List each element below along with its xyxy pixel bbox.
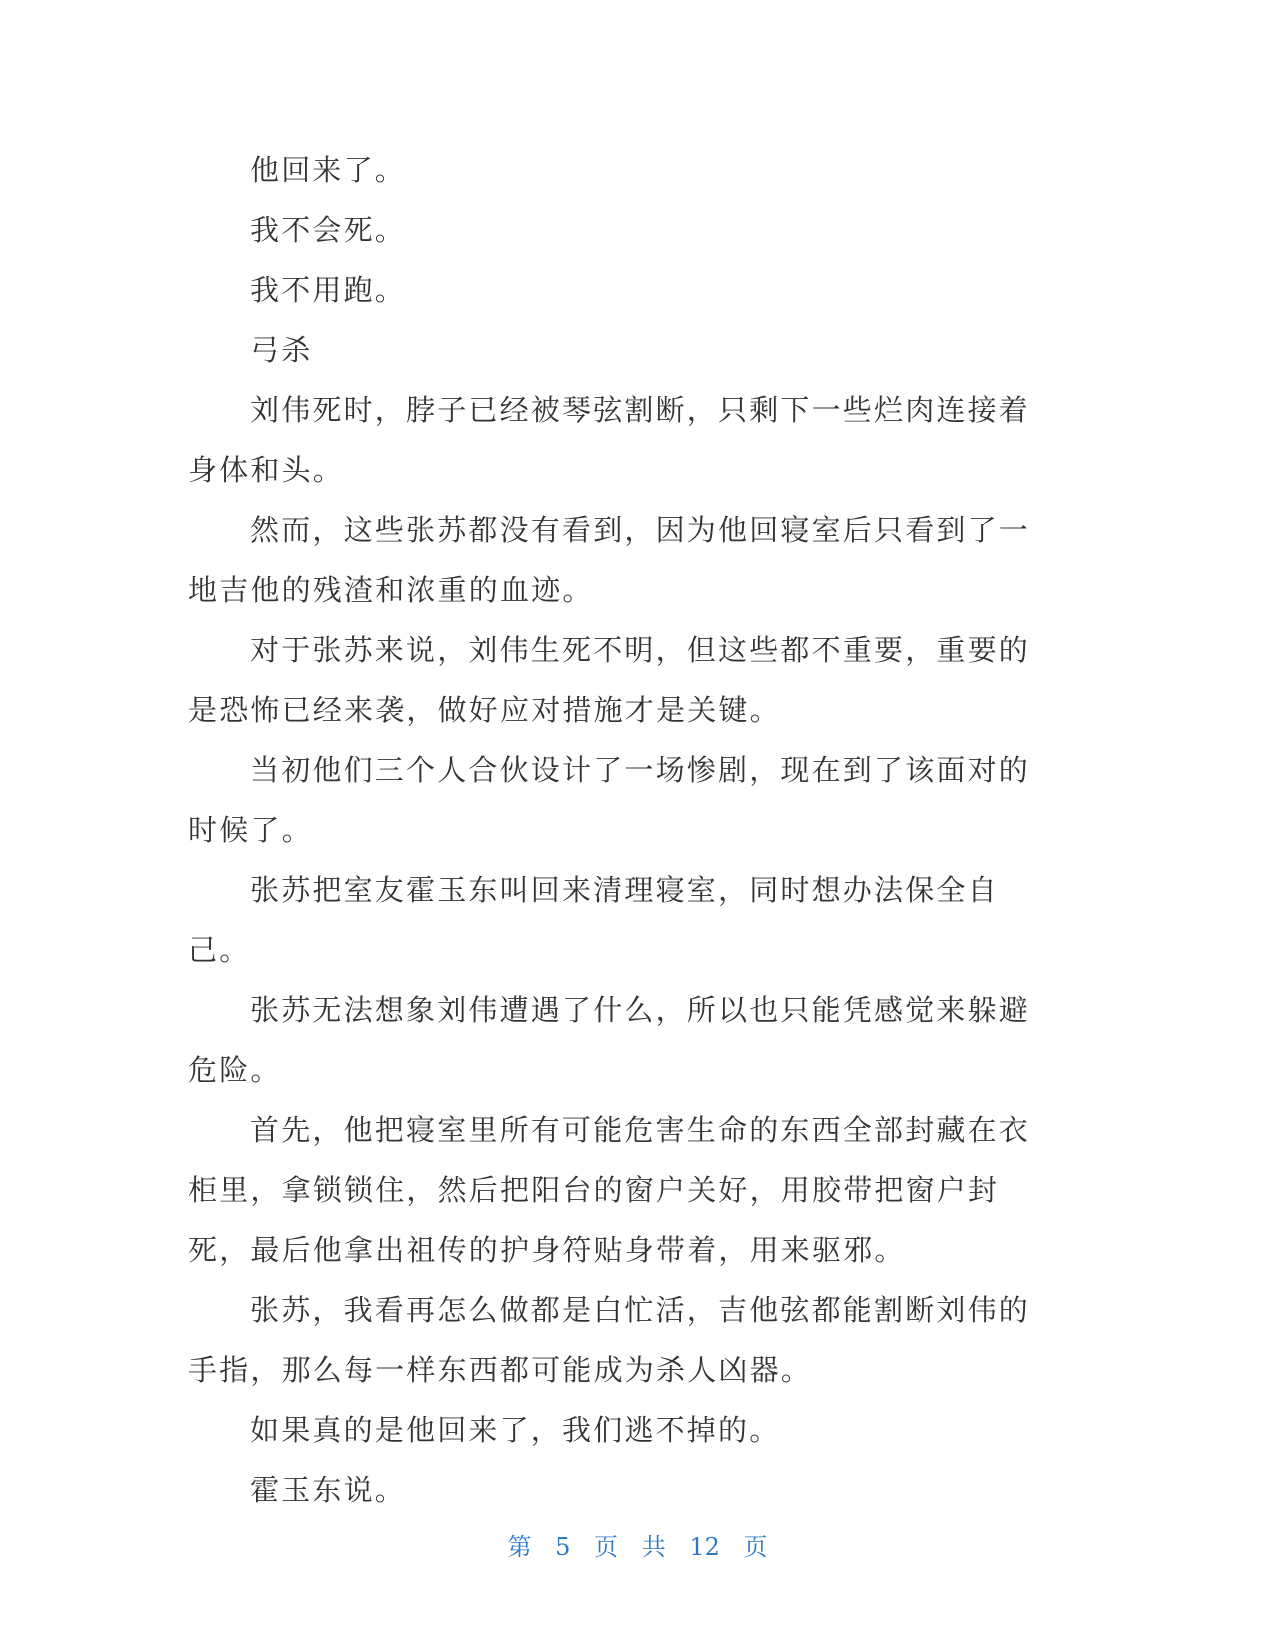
current-page-number: 5: [555, 1533, 571, 1561]
footer-page-unit: 页: [594, 1533, 619, 1561]
paragraph: 张苏把室友霍玉东叫回来清理寝室，同时想办法保全自己。: [188, 873, 999, 967]
paragraph: 我不用跑。: [250, 273, 407, 307]
paragraph: 他回来了。: [250, 153, 407, 187]
section-heading: 弓杀: [250, 333, 313, 367]
total-pages-number: 12: [689, 1533, 720, 1561]
paragraph: 我不会死。: [250, 213, 407, 247]
footer-total-label: 共: [641, 1533, 666, 1561]
footer-prefix: 第: [507, 1533, 532, 1561]
paragraph: 首先，他把寝室里所有可能危害生命的东西全部封藏在衣柜里，拿锁锁住，然后把阳台的窗户关好，用胶带把窗户封死，最后他拿出祖传的护身符贴身带着，用来驱邪。: [188, 1113, 1031, 1267]
paragraph: 如果真的是他回来了，我们逃不掉的。: [250, 1413, 781, 1447]
paragraph: 刘伟死时，脖子已经被琴弦割断，只剩下一些烂肉连接着身体和头。: [188, 393, 1031, 487]
paragraph: 霍玉东说。: [250, 1473, 407, 1507]
paragraph: 对于张苏来说，刘伟生死不明，但这些都不重要，重要的是恐怖已经来袭，做好应对措施才是关键。: [188, 633, 1031, 727]
footer-total-unit: 页: [743, 1533, 768, 1561]
body-text: [188, 140, 1048, 1520]
paragraph: 当初他们三个人合伙设计了一场惨剧，现在到了该面对的时候了。: [188, 753, 1031, 847]
paragraph: 张苏，我看再怎么做都是白忙活，吉他弦都能割断刘伟的手指，那么每一样东西都可能成为杀人凶器。: [188, 1293, 1031, 1387]
paragraph: 然而，这些张苏都没有看到，因为他回寝室后只看到了一地吉他的残渣和浓重的血迹。: [188, 513, 1031, 607]
paragraph: 张苏无法想象刘伟遭遇了什么，所以也只能凭感觉来躲避危险。: [188, 993, 1031, 1087]
page-footer: [0, 1527, 1275, 1562]
